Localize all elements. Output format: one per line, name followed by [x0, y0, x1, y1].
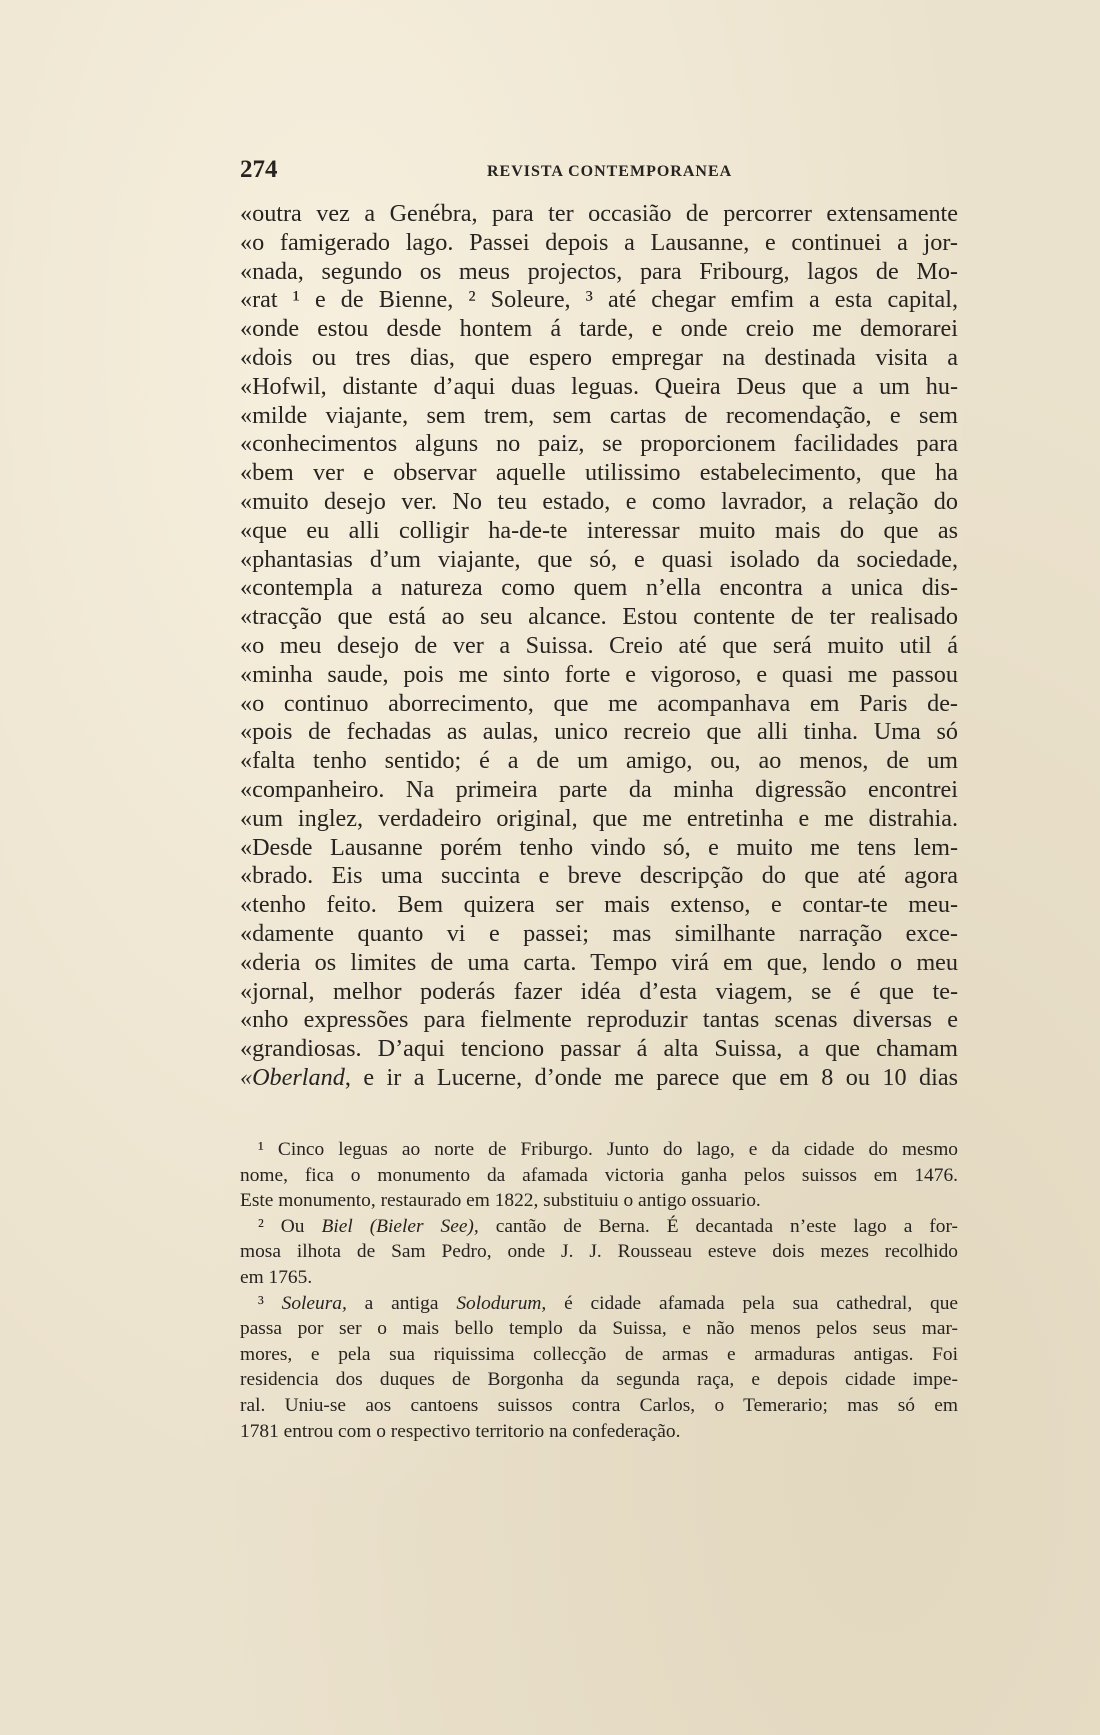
- text-line: «muito desejo ver. No teu estado, e como lavrador, a relação do: [240, 487, 958, 515]
- footnote-2-line: em 1765.: [240, 1266, 313, 1288]
- text-line: «outra vez a Genébra, para ter occasião de percorrer extensamente: [240, 200, 958, 227]
- footnote-1-line: ¹ Cinco leguas ao norte de Friburgo. Junto do lago, e da cidade do mesmo: [258, 1139, 958, 1160]
- text-line: «Hofwil, distante d’aqui duas leguas. Queira Deus que a um hu-: [240, 372, 958, 400]
- footnote-1-line: Este monumento, restaurado em 1822, substituiu o antigo ossuario.: [240, 1190, 761, 1212]
- text-line: «Desde Lausanne porém tenho vindo só, e muito me tens lem-: [240, 833, 958, 861]
- text-line: «nada, segundo os meus projectos, para Fribourg, lagos de Mo-: [240, 257, 958, 285]
- footnote-3-first-line: [240, 1291, 958, 1317]
- footnote-3-rest: é cidade afamada pela sua cathedral, que: [546, 1292, 958, 1314]
- footnote-3-italic-b: Solodurum,: [456, 1292, 547, 1314]
- footnote-2-first-line: [240, 1214, 958, 1240]
- text-line: «jornal, melhor poderás fazer idéa d’esta viagem, se é que te-: [240, 977, 958, 1005]
- text-line: «falta tenho sentido; é a de um amigo, ou, ao menos, de um: [240, 747, 958, 775]
- footnote-3-line: mores, e pela sua riquissima collecção de armas e armaduras antigas. Foi: [240, 1343, 958, 1365]
- running-head: REVISTA CONTEMPORANEA: [487, 163, 733, 180]
- footnote-3-mid: a antiga: [346, 1292, 457, 1314]
- text-line: «grandiosas. D’aqui tenciono passar á alta Suissa, a que chamam: [240, 1035, 958, 1063]
- page-number: 274: [240, 156, 278, 183]
- footnote-3-line: 1781 entrou com o respectivo territorio na confederação.: [240, 1420, 681, 1442]
- text-line: «que eu alli colligir ha-de-te interessar muito mais do que as: [240, 516, 958, 544]
- text-line: «brado. Eis uma succinta e breve descripção do que até agora: [240, 862, 958, 890]
- text-line: «pois de fechadas as aulas, unico recreio que alli tinha. Uma só: [240, 718, 958, 746]
- footnote-1-line: nome, fica o monumento da afamada victoria ganha pelos suissos em 1476.: [240, 1164, 958, 1186]
- text-line: «o meu desejo de ver a Suissa. Creio até que será muito util á: [240, 631, 958, 659]
- oberland-italic: «Oberland: [240, 1063, 345, 1091]
- footnotes: [240, 1137, 958, 1444]
- text-line: «tenho feito. Bem quizera ser mais extenso, e contar-te meu-: [240, 891, 958, 919]
- footnote-3-line: ral. Uniu-se aos cantoens suissos contra Carlos, o Temerario; mas só em: [240, 1394, 958, 1416]
- footnote-3-line: residencia dos duques de Borgonha da segunda raça, e depois cidade impe-: [240, 1369, 958, 1391]
- text-line: «rat ¹ e de Bienne, ² Soleure, ³ até chegar emfim a esta capital,: [240, 286, 958, 314]
- footnote-2-italic: Biel (Bieler See),: [321, 1215, 479, 1237]
- text-line: «damente quanto vi e passei; mas similhante narração exce-: [240, 919, 958, 947]
- text-line: «minha saude, pois me sinto forte e vigoroso, e quasi me passou: [240, 660, 958, 688]
- footnote-2-rest: cantão de Berna. É decantada n’este lago a for-: [478, 1215, 958, 1237]
- text-line: «onde estou desde hontem á tarde, e onde creio me demorarei: [240, 315, 958, 343]
- page-header: [240, 156, 960, 186]
- main-text: [240, 200, 958, 1093]
- text-line: «tracção que está ao seu alcance. Estou contente de ter realisado: [240, 603, 958, 631]
- text-line: «o continuo aborrecimento, que me acompanhava em Paris de-: [240, 689, 958, 717]
- text-line: «bem ver e observar aquelle utilissimo estabelecimento, que ha: [240, 459, 958, 487]
- text-line-last: [240, 1064, 958, 1093]
- text-line: «o famigerado lago. Passei depois a Lausanne, e continuei a jor-: [240, 228, 958, 256]
- footnote-3-line: passa por ser o mais bello templo da Suissa, e não menos pelos seus mar-: [240, 1318, 958, 1340]
- text-line: «nho expressões para fielmente reproduzir tantas scenas diversas e: [240, 1006, 958, 1034]
- text-line: «deria os limites de uma carta. Tempo virá em que, lendo o meu: [240, 948, 958, 976]
- footnote-2-mark: ² Ou: [258, 1215, 322, 1237]
- footnote-3-italic-a: Soleura,: [281, 1292, 347, 1314]
- text-line: «milde viajante, sem trem, sem cartas de recomendação, e sem: [240, 401, 958, 429]
- text-line: «contempla a natureza como quem n’ella encontra a unica dis-: [240, 574, 958, 602]
- text-line: «dois ou tres dias, que espero empregar na destinada visita a: [240, 343, 958, 371]
- footnote-3-mark: ³: [258, 1292, 282, 1314]
- text-line: «companheiro. Na primeira parte da minha digressão encontrei: [240, 775, 958, 803]
- text-line: «um inglez, verdadeiro original, que me entretinha e me distrahia.: [240, 804, 958, 832]
- text-line: «conhecimentos alguns no paiz, se proporcionem facilidades para: [240, 430, 958, 458]
- text-line: «phantasias d’um viajante, que só, e quasi isolado da sociedade,: [240, 545, 958, 573]
- text-line-last-rest: , e ir a Lucerne, d’onde me parece que em 8 ou 10 dias: [344, 1063, 958, 1091]
- footnote-2-line: mosa ilhota de Sam Pedro, onde J. J. Rousseau esteve dois mezes recolhido: [240, 1241, 958, 1263]
